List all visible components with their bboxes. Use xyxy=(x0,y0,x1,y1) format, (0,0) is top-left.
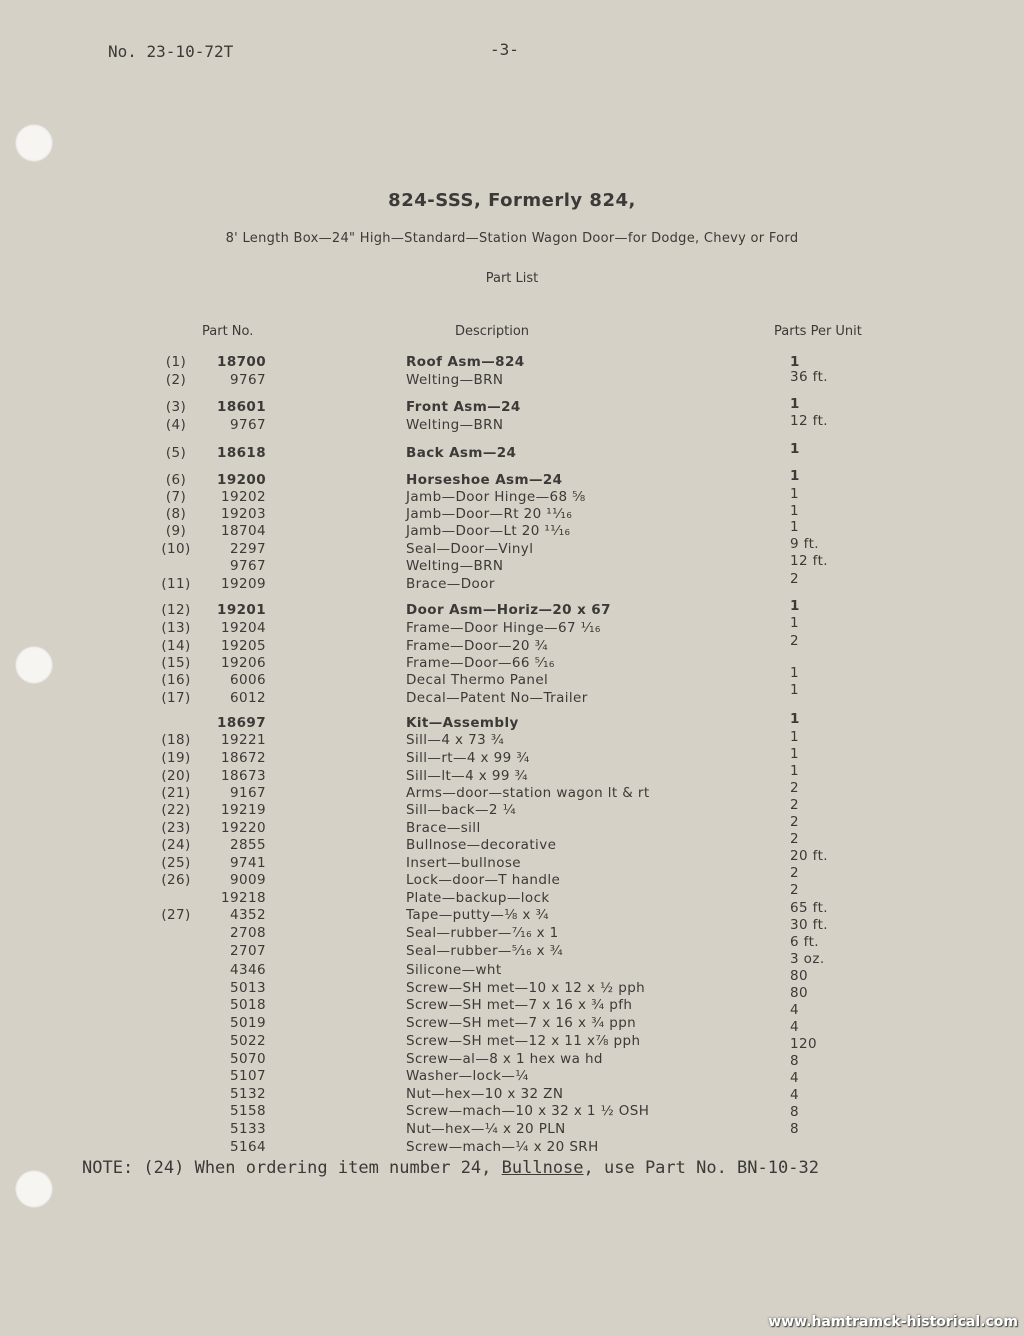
part-description: Sill—4 x 73 ¾ xyxy=(406,732,505,748)
item-number: (16) xyxy=(161,672,191,688)
part-description: Nut—hex—10 x 32 ZN xyxy=(406,1086,564,1102)
parts-per-unit: 1 xyxy=(790,746,799,762)
part-number: 18697 xyxy=(217,715,266,731)
parts-per-unit: 12 ft. xyxy=(790,413,828,429)
item-number: (11) xyxy=(161,576,191,592)
part-description: Kit—Assembly xyxy=(406,715,519,731)
part-number: 6006 xyxy=(230,672,266,688)
part-number: 2855 xyxy=(230,837,266,853)
note-prefix: NOTE: (24) When ordering item number 24, xyxy=(82,1158,502,1178)
part-number: 19209 xyxy=(221,576,266,592)
part-number: 19200 xyxy=(217,472,266,488)
part-number: 9009 xyxy=(230,872,266,888)
part-description: Welting—BRN xyxy=(406,417,504,433)
table-row xyxy=(0,848,1024,872)
parts-per-unit: 3 oz. xyxy=(790,951,825,967)
part-description: Decal Thermo Panel xyxy=(406,672,549,688)
page-number: -3- xyxy=(490,40,519,59)
parts-per-unit: 1 xyxy=(790,682,799,698)
parts-per-unit: 1 xyxy=(790,519,799,535)
table-row xyxy=(0,553,1024,575)
table-row xyxy=(0,398,1024,416)
watermark: www.hamtramck-historical.com xyxy=(768,1314,1018,1330)
item-number: (1) xyxy=(165,354,187,370)
parts-per-unit: 65 ft. xyxy=(790,900,828,916)
parts-per-unit: 1 xyxy=(790,354,800,370)
part-number: 18673 xyxy=(221,768,266,784)
part-description: Seal—rubber—⁷⁄₁₆ x 1 xyxy=(406,925,559,941)
parts-per-unit: 4 xyxy=(790,1087,799,1103)
item-number: (4) xyxy=(165,417,187,433)
parts-per-unit: 2 xyxy=(790,780,799,796)
part-description: Screw—mach—10 x 32 x 1 ½ OSH xyxy=(406,1103,650,1119)
part-number: 5022 xyxy=(230,1033,266,1049)
part-description: Sill—back—2 ¼ xyxy=(406,802,517,818)
part-description: Frame—Door—66 ⁵⁄₁₆ xyxy=(406,655,555,671)
table-row xyxy=(0,780,1024,802)
part-description: Frame—Door Hinge—67 ¹⁄₁₆ xyxy=(406,620,601,636)
part-number: 5133 xyxy=(230,1121,266,1137)
part-description: Jamb—Door—Lt 20 ¹¹⁄₁₆ xyxy=(406,523,571,539)
part-number: 19203 xyxy=(221,506,266,522)
part-number: 19218 xyxy=(221,890,266,906)
note-suffix: , use Part No. BN-10-32 xyxy=(583,1158,819,1178)
table-row xyxy=(0,763,1024,785)
table-row xyxy=(0,665,1024,689)
table-row xyxy=(0,934,1024,960)
part-description: Roof Asm—824 xyxy=(406,354,525,370)
part-description: Frame—Door—20 ¾ xyxy=(406,638,549,654)
item-number: (26) xyxy=(161,872,191,888)
parts-per-unit: 2 xyxy=(790,831,799,847)
part-description: Lock—door—T handle xyxy=(406,872,561,888)
parts-per-unit: 2 xyxy=(790,571,799,587)
binder-hole xyxy=(15,1170,53,1208)
part-number: 2708 xyxy=(230,925,266,941)
part-number: 19206 xyxy=(221,655,266,671)
parts-per-unit: 1 xyxy=(790,441,800,457)
part-number: 5158 xyxy=(230,1103,266,1119)
item-number: (19) xyxy=(161,750,191,766)
table-row xyxy=(0,731,1024,749)
part-description: Jamb—Door Hinge—68 ⅝ xyxy=(406,489,586,505)
part-description: Nut—hex—¼ x 20 PLN xyxy=(406,1121,566,1137)
table-row xyxy=(0,831,1024,854)
table-row xyxy=(0,468,1024,489)
part-number: 9767 xyxy=(230,417,266,433)
parts-per-unit: 1 xyxy=(790,711,800,727)
part-description: Brace—Door xyxy=(406,576,495,592)
part-list-heading: Part List xyxy=(485,271,539,286)
part-description: Sill—rt—4 x 99 ¾ xyxy=(406,750,530,766)
part-number: 19220 xyxy=(221,820,266,836)
part-number: 18704 xyxy=(221,523,266,539)
table-row xyxy=(0,571,1024,593)
part-number: 5164 xyxy=(230,1139,266,1155)
item-number: (14) xyxy=(161,638,191,654)
table-row xyxy=(0,746,1024,767)
parts-per-unit: 1 xyxy=(790,598,800,614)
part-description: Welting—BRN xyxy=(406,558,504,574)
table-row xyxy=(0,917,1024,942)
part-number: 9167 xyxy=(230,785,266,801)
part-number: 19219 xyxy=(221,802,266,818)
table-row xyxy=(0,536,1024,558)
table-row xyxy=(0,505,1024,523)
parts-per-unit: 8 xyxy=(790,1053,799,1069)
item-number: (2) xyxy=(165,372,187,388)
parts-per-unit: 8 xyxy=(790,1121,799,1137)
item-number: (5) xyxy=(165,445,187,461)
part-number: 19201 xyxy=(217,602,266,618)
item-number: (13) xyxy=(161,620,191,636)
parts-per-unit: 1 xyxy=(790,503,799,519)
parts-per-unit: 4 xyxy=(790,1002,799,1018)
parts-per-unit: 2 xyxy=(790,814,799,830)
part-number: 5107 xyxy=(230,1068,266,1084)
part-number: 4346 xyxy=(230,962,266,978)
table-row xyxy=(0,441,1024,462)
item-number: (8) xyxy=(165,506,187,522)
binder-hole xyxy=(15,124,53,162)
part-description: Tape—putty—⅛ x ¾ xyxy=(406,907,550,923)
table-row xyxy=(0,814,1024,837)
part-description: Brace—sill xyxy=(406,820,481,836)
item-number: (7) xyxy=(165,489,187,505)
parts-per-unit: 120 xyxy=(790,1036,817,1052)
part-number: 2297 xyxy=(230,541,266,557)
item-number: (25) xyxy=(161,855,191,871)
part-description: Seal—rubber—⁵⁄₁₆ x ¾ xyxy=(406,943,564,959)
item-number: (22) xyxy=(161,802,191,818)
part-description: Insert—bullnose xyxy=(406,855,522,871)
table-row xyxy=(0,353,1024,371)
part-number: 18672 xyxy=(221,750,266,766)
parts-per-unit: 30 ft. xyxy=(790,917,828,933)
parts-per-unit: 12 ft. xyxy=(790,553,828,569)
part-number: 19221 xyxy=(221,732,266,748)
part-description: Sill—lt—4 x 99 ¾ xyxy=(406,768,528,784)
table-row xyxy=(0,682,1024,707)
part-description: Horseshoe Asm—24 xyxy=(406,472,563,488)
parts-per-unit: 2 xyxy=(790,882,799,898)
item-number: (3) xyxy=(165,399,187,415)
parts-per-unit: 1 xyxy=(790,468,800,484)
item-number: (18) xyxy=(161,732,191,748)
part-description: Jamb—Door—Rt 20 ¹¹⁄₁₆ xyxy=(406,506,573,522)
table-row xyxy=(0,797,1024,819)
note-underlined-term: Bullnose xyxy=(501,1158,584,1178)
table-row xyxy=(0,633,1024,655)
parts-per-unit: 2 xyxy=(790,865,799,881)
part-number: 18700 xyxy=(217,354,266,370)
part-description: Screw—al—8 x 1 hex wa hd xyxy=(406,1051,603,1067)
column-header-description: Description xyxy=(455,324,530,339)
table-row xyxy=(0,865,1024,889)
item-number: (6) xyxy=(165,472,187,488)
part-description: Arms—door—station wagon lt & rt xyxy=(406,785,650,801)
parts-per-unit: 1 xyxy=(790,729,799,745)
item-number: (24) xyxy=(161,837,191,853)
part-number: 5132 xyxy=(230,1086,266,1102)
part-description: Front Asm—24 xyxy=(406,399,521,415)
part-description: Back Asm—24 xyxy=(406,445,517,461)
part-number: 19205 xyxy=(221,638,266,654)
part-number: 9741 xyxy=(230,855,266,871)
parts-per-unit: 4 xyxy=(790,1019,799,1035)
parts-per-unit: 1 xyxy=(790,486,799,502)
part-description: Door Asm—Horiz—20 x 67 xyxy=(406,602,611,618)
part-number: 4352 xyxy=(230,907,266,923)
part-description: Screw—SH met—7 x 16 x ¾ pfh xyxy=(406,997,633,1013)
part-number: 5019 xyxy=(230,1015,266,1031)
part-number: 9767 xyxy=(230,558,266,574)
part-number: 18618 xyxy=(217,445,266,461)
parts-per-unit: 36 ft. xyxy=(790,369,828,385)
item-number: (9) xyxy=(165,523,187,539)
item-number: (12) xyxy=(161,602,191,618)
part-description: Plate—backup—lock xyxy=(406,890,550,906)
table-row xyxy=(0,882,1024,907)
part-number: 9767 xyxy=(230,372,266,388)
table-row xyxy=(0,413,1024,434)
parts-per-unit: 8 xyxy=(790,1104,799,1120)
table-row xyxy=(0,900,1024,924)
table-row xyxy=(0,488,1024,506)
document-number: No. 23-10-72T xyxy=(108,42,234,61)
parts-per-unit: 1 xyxy=(790,396,800,412)
part-description: Welting—BRN xyxy=(406,372,504,388)
table-row xyxy=(0,615,1024,637)
page-subtitle: 8' Length Box—24" High—Standard—Station Wagon Door—for Dodge, Chevy or Ford xyxy=(225,231,799,246)
part-description: Silicone—wht xyxy=(406,962,502,978)
part-description: Decal—Patent No—Trailer xyxy=(406,690,588,706)
parts-per-unit: 80 xyxy=(790,968,808,984)
item-number: (10) xyxy=(161,541,191,557)
item-number: (27) xyxy=(161,907,191,923)
part-description: Screw—SH met—10 x 12 x ½ pph xyxy=(406,980,646,996)
part-number: 19202 xyxy=(221,489,266,505)
parts-per-unit: 4 xyxy=(790,1070,799,1086)
item-number: (17) xyxy=(161,690,191,706)
part-number: 19204 xyxy=(221,620,266,636)
part-description: Screw—SH met—12 x 11 x⅞ pph xyxy=(406,1033,641,1049)
item-number: (20) xyxy=(161,768,191,784)
item-number: (15) xyxy=(161,655,191,671)
parts-per-unit: 9 ft. xyxy=(790,536,819,552)
page-title: 824-SSS, Formerly 824, xyxy=(388,190,636,211)
column-header-part-no: Part No. xyxy=(202,324,254,339)
part-number: 18601 xyxy=(217,399,266,415)
column-header-parts-per-unit: Parts Per Unit xyxy=(774,324,862,339)
part-number: 5070 xyxy=(230,1051,266,1067)
parts-per-unit: 1 xyxy=(790,763,799,779)
parts-per-unit: 20 ft. xyxy=(790,848,828,864)
part-number: 5018 xyxy=(230,997,266,1013)
item-number: (21) xyxy=(161,785,191,801)
ordering-note xyxy=(82,1158,819,1178)
parts-per-unit: 1 xyxy=(790,665,799,681)
parts-per-unit: 2 xyxy=(790,633,799,649)
part-number: 2707 xyxy=(230,943,266,959)
table-row xyxy=(0,711,1024,732)
part-description: Bullnose—decorative xyxy=(406,837,557,853)
table-row xyxy=(0,654,1024,672)
part-number: 5013 xyxy=(230,980,266,996)
table-row xyxy=(0,519,1024,540)
part-description: Screw—SH met—7 x 16 x ¾ ppn xyxy=(406,1015,637,1031)
parts-per-unit: 2 xyxy=(790,797,799,813)
parts-per-unit: 80 xyxy=(790,985,808,1001)
part-description: Screw—mach—¼ x 20 SRH xyxy=(406,1139,599,1155)
item-number: (23) xyxy=(161,820,191,836)
parts-per-unit: 1 xyxy=(790,615,799,631)
parts-per-unit: 6 ft. xyxy=(790,934,819,950)
table-row xyxy=(0,598,1024,619)
table-row xyxy=(0,371,1024,389)
part-description: Washer—lock—¼ xyxy=(406,1068,529,1084)
part-number: 6012 xyxy=(230,690,266,706)
part-description: Seal—Door—Vinyl xyxy=(406,541,534,557)
